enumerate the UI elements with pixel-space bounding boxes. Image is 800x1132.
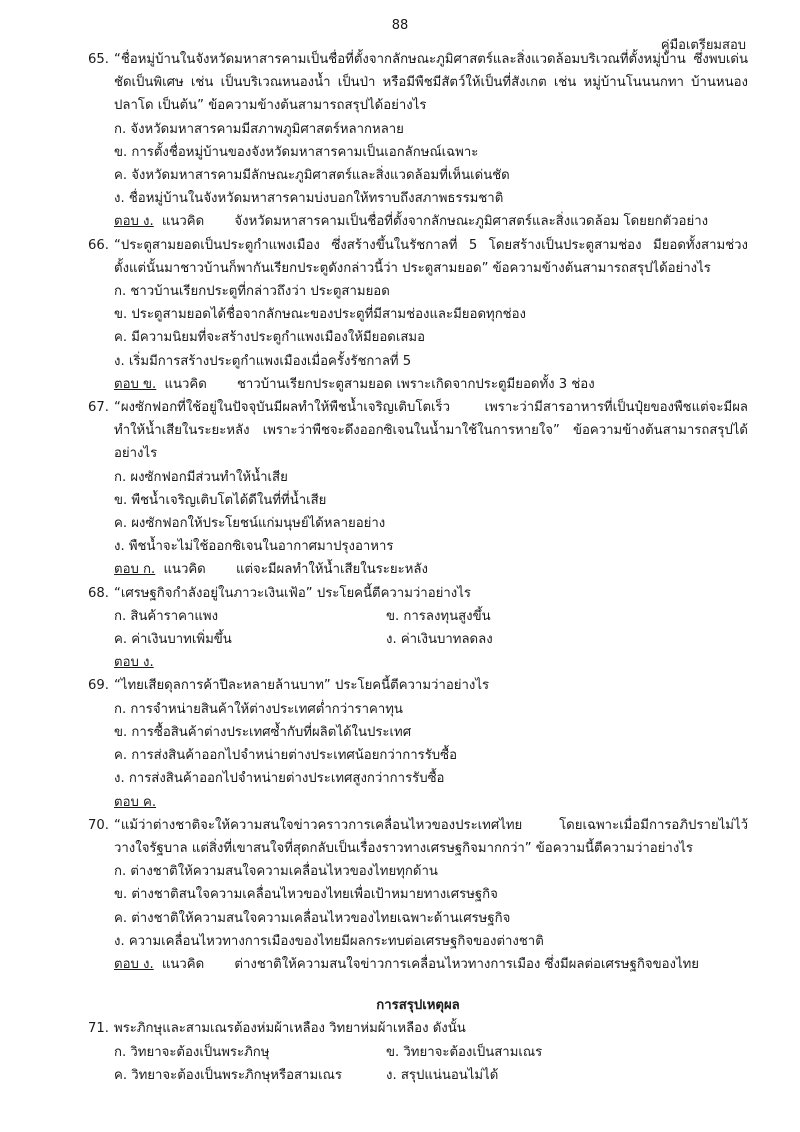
- concept-label: แนวคิด: [164, 376, 207, 392]
- question-stem: “แม้ว่าต่างชาติจะให้ความสนใจข่าวคราวการเคลื่อนไหวของประเทศไทย โดยเฉพาะเมื่อมีการอภิปรายไม่ไว้วางใจรัฐบาล แต่สิ่งที่เขาสนใจที่สุดกลับเป็นเรื่องราวทางเศรษฐกิจมากกว่า” ข้อความนี้ตีความว่าอย่างไร: [114, 817, 748, 856]
- answer-explanation: ชาวบ้านเรียกประตูสามยอด เพราะเกิดจากประตูมียอดทั้ง 3 ช่อง: [236, 376, 595, 392]
- option-d: ง. สรุปแน่นอนไม่ได้: [386, 1067, 499, 1083]
- answer-label: ตอบ ข.: [114, 376, 157, 392]
- answer-explanation: จังหวัดมหาสารคามเป็นชื่อที่ตั้งจากลักษณะภูมิศาสตร์และสิ่งแวดล้อม โดยยกตัวอย่าง: [234, 214, 709, 230]
- question-stem: พระภิกษุและสามเณรต้องห่มผ้าเหลือง วิทยาห่มผ้าเหลือง ดังนั้น: [114, 1021, 466, 1037]
- answer-line: [114, 373, 748, 396]
- options-list: [114, 698, 748, 791]
- option-b: ข. ต่างชาติสนใจความเคลื่อนไหวของไทยเพื่อเป้าหมายทางเศรษฐกิจ: [114, 887, 498, 903]
- option-a: ก. วิทยาจะต้องเป็นพระภิกษุ: [114, 1044, 270, 1060]
- answer-explanation: ต่างชาติให้ความสนใจข่าวการเคลื่อนไหวทางการเมือง ซึ่งมีผลต่อเศรษฐกิจของไทย: [234, 956, 700, 972]
- question-69: [88, 674, 748, 813]
- question-66: [88, 234, 748, 396]
- question-stem: “เศรษฐกิจกำลังอยู่ในภาวะเงินเฟ้อ” ประโยคนี้ตีความว่าอย่างไร: [114, 585, 471, 601]
- question-number: 66.: [88, 237, 109, 253]
- option-d: ง. พืชน้ำจะไม่ใช้ออกซิเจนในอากาศมาปรุงอาหาร: [114, 539, 394, 555]
- question-70: [88, 814, 748, 976]
- question-stem: “ไทยเสียดุลการค้าปีละหลายล้านบาท” ประโยคนี้ตีความว่าอย่างไร: [114, 678, 490, 694]
- question-number: 71.: [88, 1021, 109, 1037]
- option-b: ข. วิทยาจะต้องเป็นสามเณร: [386, 1044, 543, 1060]
- option-a: ก. ผงซักฟอกมีส่วนทำให้น้ำเสีย: [114, 469, 288, 485]
- option-d: ง. การส่งสินค้าออกไปจำหน่ายต่างประเทศสูงกว่าการรับซื้อ: [114, 771, 445, 787]
- question-65: [88, 48, 748, 234]
- question-67: [88, 396, 748, 582]
- option-a: ก. จังหวัดมหาสารคามมีสภาพภูมิศาสตร์หลากหลาย: [114, 121, 404, 137]
- option-c: ค. ผงซักฟอกให้ประโยชน์แก่มนุษย์ได้หลายอย่าง: [114, 516, 386, 532]
- option-c: ค. การส่งสินค้าออกไปจำหน่ายต่างประเทศน้อยกว่าการรับซื้อ: [114, 748, 458, 764]
- question-stem: “ชื่อหมู่บ้านในจังหวัดมหาสารคามเป็นชื่อที่ตั้งจากลักษณะภูมิศาสตร์และสิ่งแวดล้อมบริเวณที่ตั้งหมู่บ้าน ซึ่งพบเด่นชัดเป็นพิเศษ เช่น เป็นบริเวณหนองน้ำ เป็นป่า หรือมีพืชมีสัตว์ให้เป็นที่สังเกต เช่น หมู่บ้านโนนนกทา บ้านหนองปลาโด เป็นต้น” ข้อความข้างต้นสามารถสรุปได้อย่างไร: [114, 52, 748, 114]
- answer-label: ตอบ ค.: [114, 794, 157, 810]
- options-list: [114, 118, 748, 211]
- concept-label: แนวคิด: [163, 562, 206, 578]
- concept-label: แนวคิด: [161, 214, 205, 230]
- concept-label: แนวคิด: [161, 956, 205, 972]
- option-a: ก. การจำหน่ายสินค้าให้ต่างประเทศต่ำกว่าราคาทุน: [114, 701, 403, 717]
- options-list: [114, 280, 748, 373]
- option-c: ค. จังหวัดมหาสารคามมีลักษณะภูมิศาสตร์และสิ่งแวดล้อมที่เห็นเด่นชัด: [114, 168, 510, 184]
- question-number: 67.: [88, 400, 109, 416]
- page-number: 88: [391, 18, 409, 33]
- option-b: ข. การลงทุนสูงขึ้น: [386, 608, 491, 624]
- answer-line: [114, 558, 748, 581]
- options-list: [114, 466, 748, 559]
- option-b: ข. การตั้งชื่อหมู่บ้านของจังหวัดมหาสารคามเป็นเอกลักษณ์เฉพาะ: [114, 144, 479, 160]
- answer-label: ตอบ ง.: [114, 956, 154, 972]
- option-c: ค. วิทยาจะต้องเป็นพระภิกษุหรือสามเณร: [114, 1067, 342, 1083]
- option-b: ข. ประตูสามยอดได้ชื่อจากลักษณะของประตูที่มีสามช่องและมียอดทุกช่อง: [114, 307, 526, 323]
- running-title: คู่มือเตรียมสอบ: [660, 38, 746, 53]
- option-c: ค. ค่าเงินบาทเพิ่มขึ้น: [114, 632, 232, 648]
- options-list: [114, 605, 748, 651]
- question-number: 69.: [88, 678, 109, 694]
- option-d: ง. ความเคลื่อนไหวทางการเมืองของไทยมีผลกระทบต่อเศรษฐกิจของต่างชาติ: [114, 933, 544, 949]
- option-d: ง. ชื่อหมู่บ้านในจังหวัดมหาสารคามบ่งบอกให้ทราบถึงสภาพธรรมชาติ: [114, 191, 504, 207]
- answer-explanation: แต่จะมีผลทำให้น้ำเสียในระยะหลัง: [235, 562, 428, 578]
- option-d: ง. เริ่มมีการสร้างประตูกำแพงเมืองเมื่อครั้งรัชกาลที่ 5: [114, 353, 412, 369]
- page-content: [88, 48, 748, 1087]
- question-stem: “ประตูสามยอดเป็นประตูกำแพงเมือง ซึ่งสร้างขึ้นในรัชกาลที่ 5 โดยสร้างเป็นประตูสามช่อง มียอดทั้งสามช่วง ตั้งแต่นั้นมาชาวบ้านก็พากันเรียกประตูดังกล่าวนี้ว่า ประตูสามยอด” ข้อความข้างต้นสามารถสรุปได้อย่างไร: [114, 237, 748, 276]
- answer-label: ตอบ ก.: [114, 562, 156, 578]
- answer-label: ตอบ ง.: [114, 214, 154, 230]
- answer-line: [114, 791, 748, 814]
- option-a: ก. ต่างชาติให้ความสนใจความเคลื่อนไหวของไทยทุกด้าน: [114, 864, 438, 880]
- option-c: ค. มีความนิยมที่จะสร้างประตูกำแพงเมืองให้มียอดเสมอ: [114, 330, 426, 346]
- answer-line: [114, 953, 748, 976]
- question-68: [88, 582, 748, 675]
- question-stem: “ผงซักฟอกที่ใช้อยู่ในปัจจุบันมีผลทำให้พืชน้ำเจริญเติบโตเร็ว เพราะว่ามีสารอาหารที่เป็นปุ๋ยของพืชแต่จะมีผลทำให้น้ำเสียในระยะหลัง เพราะว่าพืชจะดึงออกซิเจนในน้ำมาใช้ในการหายใจ” ข้อความข้างต้นสามารถสรุปได้อย่างไร: [114, 400, 748, 462]
- question-number: 65.: [88, 52, 109, 67]
- option-a: ก. ชาวบ้านเรียกประตูที่กล่าวถึงว่า ประตูสามยอด: [114, 284, 390, 300]
- question-number: 68.: [88, 585, 109, 601]
- option-d: ง. ค่าเงินบาทลดลง: [386, 632, 493, 648]
- option-b: ข. พืชน้ำเจริญเติบโตได้ดีในที่ที่น้ำเสีย: [114, 492, 327, 508]
- option-c: ค. ต่างชาติให้ความสนใจความเคลื่อนไหวของไทยเฉพาะด้านเศรษฐกิจ: [114, 910, 511, 926]
- answer-label: ตอบ ง.: [114, 655, 154, 671]
- answer-line: [114, 210, 748, 233]
- question-number: 70.: [88, 817, 109, 833]
- options-list: [114, 860, 748, 953]
- options-list: [114, 1041, 748, 1087]
- answer-line: [114, 651, 748, 674]
- option-a: ก. สินค้าราคาแพง: [114, 608, 219, 624]
- question-71: [88, 1017, 748, 1087]
- section-title: การสรุปเหตุผล: [376, 998, 460, 1014]
- option-b: ข. การซื้อสินค้าต่างประเทศซ้ำกับที่ผลิตได้ในประเทศ: [114, 724, 412, 740]
